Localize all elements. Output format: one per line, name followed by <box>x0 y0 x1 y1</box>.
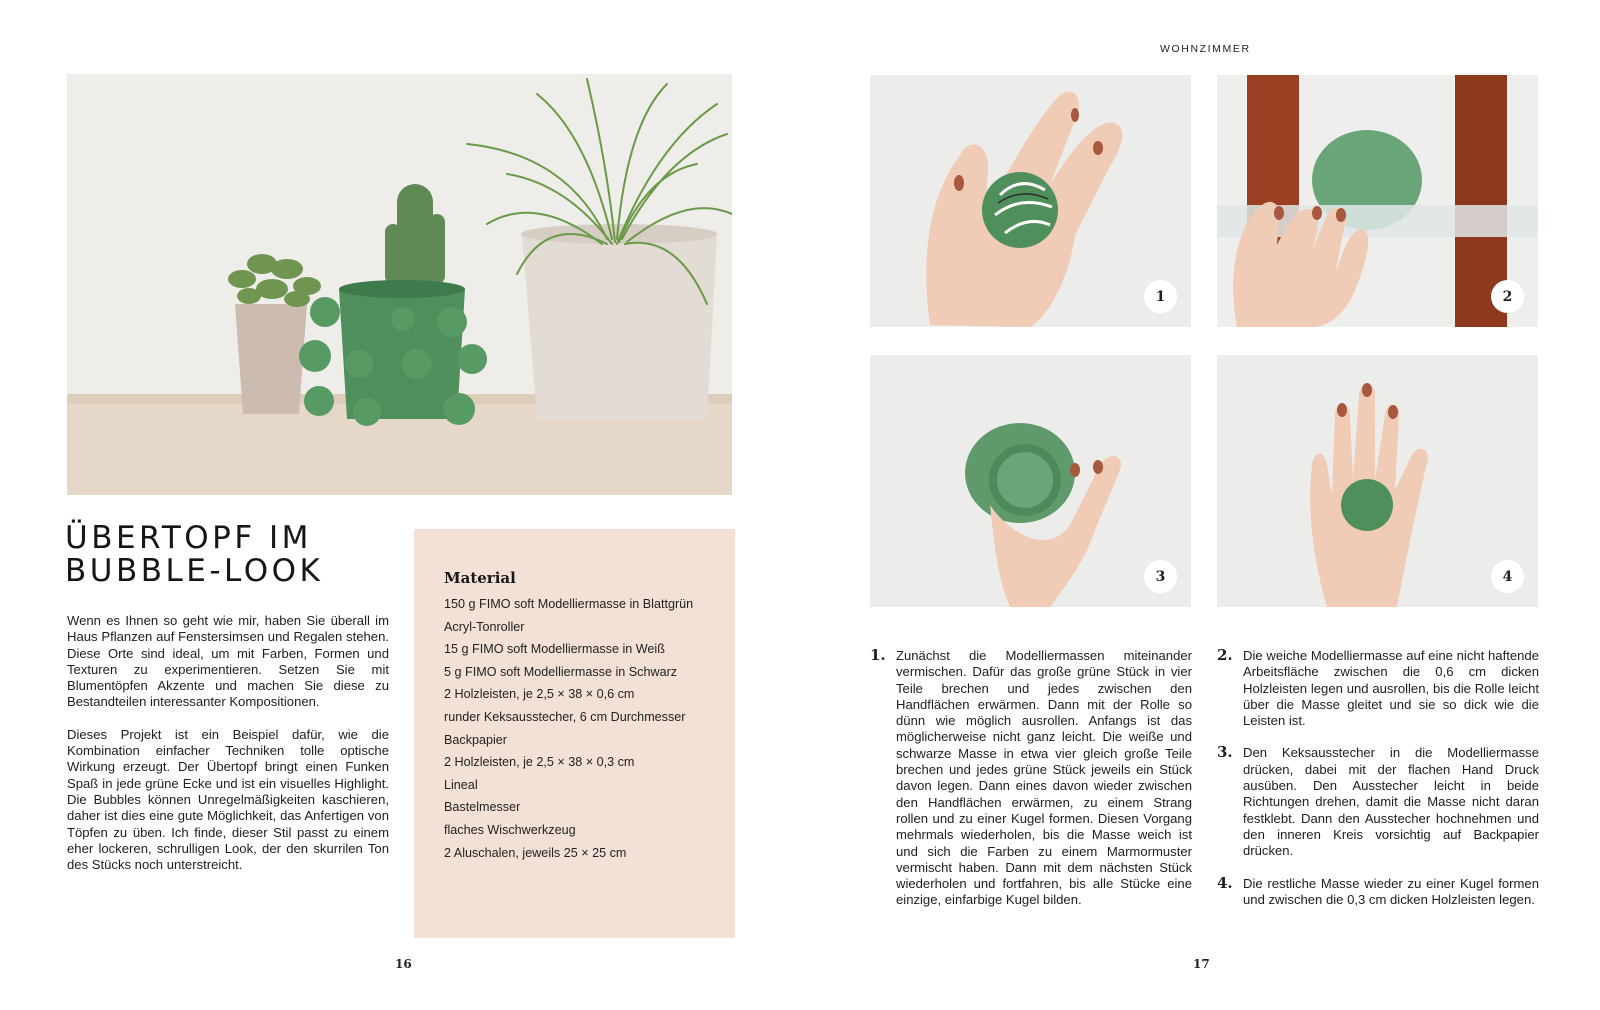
material-item: 2 Holzleisten, je 2,5 × 38 × 0,3 cm <box>444 755 635 770</box>
step-badge-1: 1 <box>1144 280 1177 313</box>
step-number: 3. <box>1217 743 1233 762</box>
steps-column-left <box>870 648 1192 925</box>
step-item <box>1217 873 1539 909</box>
step-number: 2. <box>1217 646 1233 664</box>
material-item: Acryl-Tonroller <box>444 619 525 634</box>
step-photo-4 <box>1217 355 1538 607</box>
step-item <box>870 648 1192 909</box>
material-item: Bastelmesser <box>444 800 521 815</box>
step-number: 1. <box>870 646 886 664</box>
page-number-left: 16 <box>395 957 412 971</box>
step-photo-1 <box>870 75 1191 327</box>
right-page <box>800 0 1600 1010</box>
step-number: 4. <box>1217 873 1233 892</box>
step-item <box>1217 745 1539 859</box>
material-item: Lineal <box>444 777 478 792</box>
page-title: ÜBERTOPF IM BUBBLE-LOOK <box>65 520 324 589</box>
material-item: runder Keksausstecher, 6 cm Durchmesser <box>444 709 686 724</box>
step-badge-2: 2 <box>1491 280 1524 313</box>
step-photo-2 <box>1217 75 1538 327</box>
hero-photo-plants <box>67 74 732 495</box>
step-photo-3 <box>870 355 1191 607</box>
material-heading: Material <box>444 569 516 587</box>
intro-paragraph: Dieses Projekt ist ein Beispiel dafür, wie die Kombination einfacher Techniken tolle optische Wirkung erzeugt. Der Übertopf bringt einen Funken Spaß in jede grüne Ecke und ist ein visuelles Highlight. Die Bubbles können Unregelmäßigkeiten kaschieren, daher ist dies eine gute Möglichkeit, das Anfertigen von Töpfen zu üben. Ich finde, dieser Stil passt zu einem eher lockeren, schrulligen Look, der den skurrilen Ton des Stücks noch unterstreicht. <box>67 726 389 873</box>
step-text: Die weiche Modelliermasse auf eine nicht haftende Arbeitsfläche zwischen die 0,6 cm dicken Holzleisten legen und ausrollen, bis die Rolle leicht über die Masse gleitet und sie so dick wie die Leisten ist. <box>1243 648 1539 729</box>
material-item: Backpapier <box>444 732 508 747</box>
material-item: 150 g FIMO soft Modelliermasse in Blattgrün <box>444 597 694 611</box>
material-item: 2 Aluschalen, jeweils 25 × 25 cm <box>444 845 627 860</box>
material-item: 2 Holzleisten, je 2,5 × 38 × 0,6 cm <box>444 687 635 702</box>
step-badge-3: 3 <box>1144 560 1177 593</box>
intro-paragraph: Wenn es Ihnen so geht wie mir, haben Sie überall im Haus Pflanzen auf Fenstersimsen und Regalen stehen. Diese Orte sind ideal, um mit Farben, Formen und Texturen zu experimentieren. Setzen Sie mit Blumentöpfen Akzente und machen Sie diese zu Bestandteilen interessanter Kompositionen. <box>67 613 389 710</box>
page-number-right: 17 <box>1193 957 1210 971</box>
material-item: 5 g FIMO soft Modelliermasse in Schwarz <box>444 664 678 679</box>
material-item: 15 g FIMO soft Modelliermasse in Weiß <box>444 642 665 657</box>
section-label: WOHNZIMMER <box>1160 43 1251 55</box>
material-item: flaches Wischwerkzeug <box>444 822 576 837</box>
material-list <box>444 596 715 861</box>
step-text: Die restliche Masse wieder zu einer Kugel formen und zwischen die 0,3 cm dicken Holzleisten legen. <box>1243 875 1539 907</box>
intro-text <box>67 613 389 873</box>
material-box <box>414 529 735 938</box>
steps-column-right <box>1217 648 1539 924</box>
step-badge-4: 4 <box>1491 560 1524 593</box>
step-text: Zunächst die Modelliermassen miteinander vermischen. Dafür das große grüne Stück in vier Teile brechen und jedes zwischen den Handflächen erwärmen. Dann mit der Rolle so dünn wie möglich ausrollen. Anfangs ist das möglicherweise nicht ganz leicht. Die weiße und schwarze Masse in etwa vier gleich große Teile brechen und jedes grüne Stück jeweils ein Stück davon legen. Dann eines davon wieder zwischen den Handflächen erwärmen, zu einem Strang rollen und zu einer Kugel formen. Diesen Vorgang mehrmals wiederholen, bis die Masse weich ist und sich die Farben zu einem Marmormuster vermischt haben. Dann mit dem nächsten Stück wiederholen und fortfahren, bis alle Stücke eine einzige, einfarbige Kugel bilden. <box>896 648 1192 908</box>
step-text: Den Keksausstecher in die Modelliermasse drücken, dabei mit der flachen Hand Druck ausüben. Den Ausstecher leicht in beide Richtungen drehen, damit die Masse nicht daran festklebt. Dann den Ausstecher hochnehmen und den inneren Kreis vorsichtig auf Backpapier drücken. <box>1243 745 1539 859</box>
step-item <box>1217 648 1539 729</box>
